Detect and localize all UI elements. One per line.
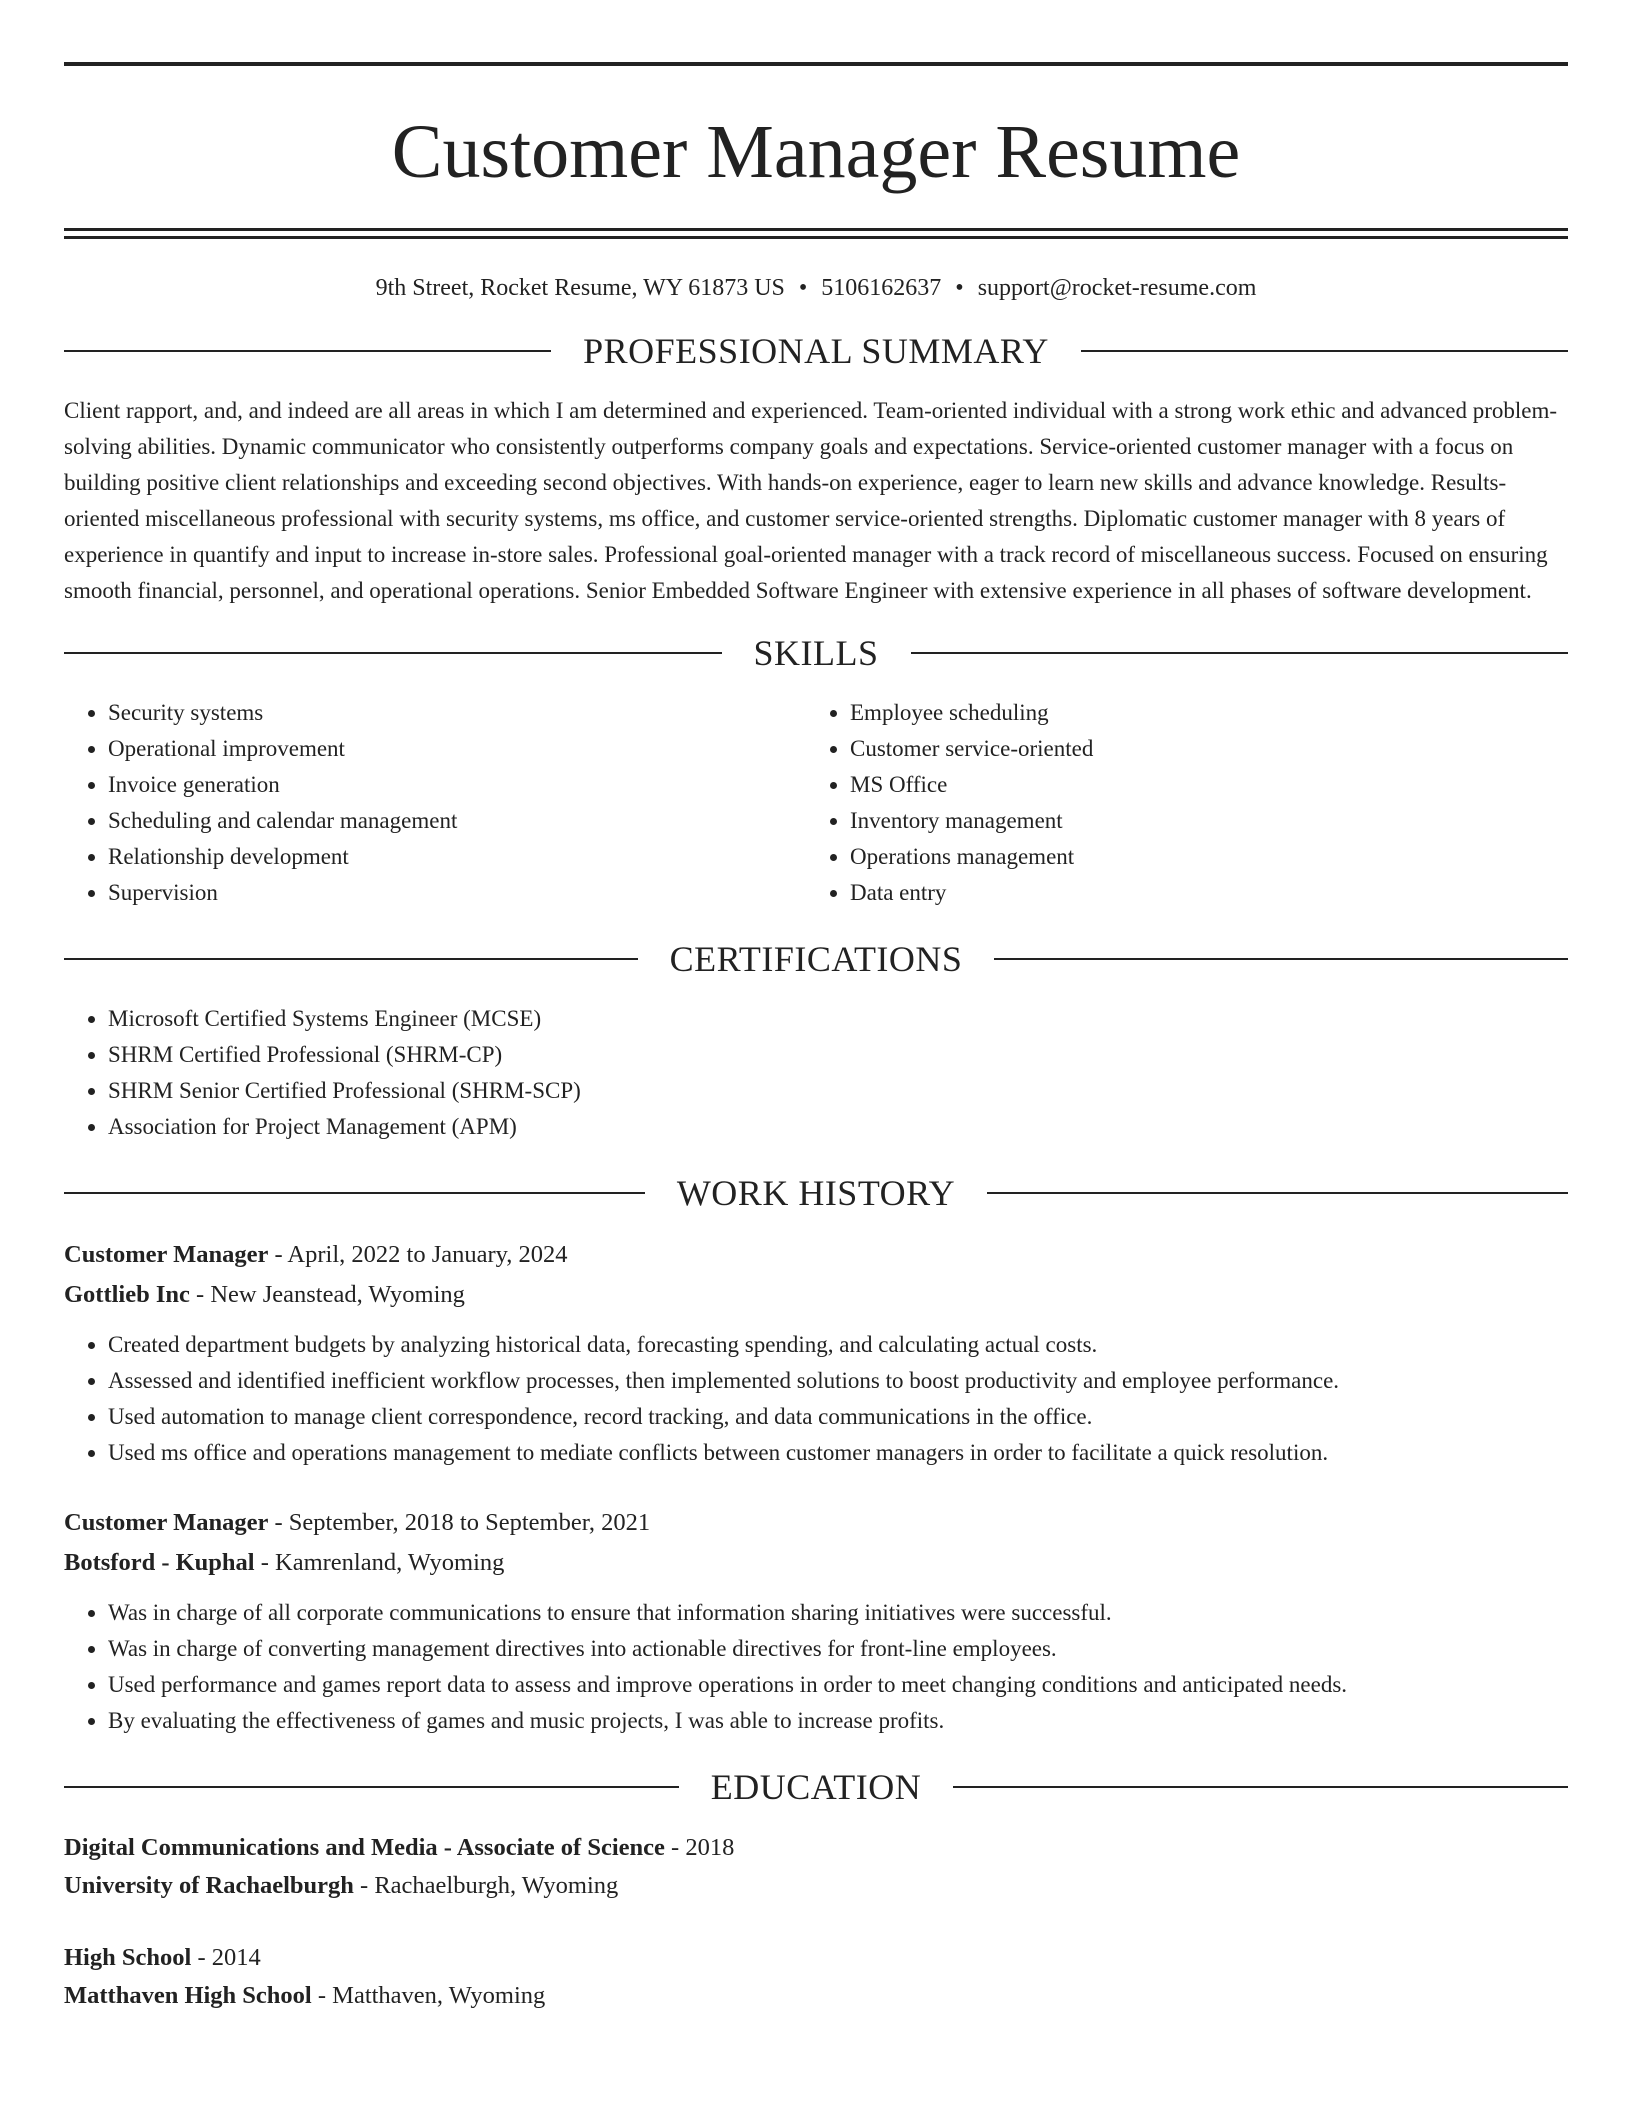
certifications-list: [64, 1001, 1568, 1145]
divider-line: [64, 1786, 679, 1788]
list-item: • Used ms office and operations management to mediate conflicts between customer managers in order to facilitate a quick resolution.: [108, 1435, 1568, 1471]
contact-separator: •: [798, 275, 808, 301]
divider-line: [64, 958, 638, 960]
job-title-line: [64, 1235, 1568, 1275]
list-item: • Security systems: [108, 695, 806, 731]
divider-line: [1081, 350, 1568, 352]
list-item: • MS Office: [850, 767, 1548, 803]
education-year: - 2014: [191, 1944, 261, 1971]
divider-line: [911, 652, 1569, 654]
divider-line: [987, 1192, 1568, 1194]
skills-list-left: [64, 695, 806, 911]
job-duties-list: [64, 1327, 1568, 1471]
education-year: - 2018: [664, 1834, 735, 1861]
education-location: - Matthaven, Wyoming: [311, 1982, 546, 2009]
job-company: Botsford - Kuphal: [64, 1549, 255, 1576]
job-company: Gottlieb Inc: [64, 1281, 190, 1308]
list-item: • Operational improvement: [108, 731, 806, 767]
section-header-education: [64, 1765, 1568, 1809]
list-item: • Invoice generation: [108, 767, 806, 803]
section-header-summary: [64, 329, 1568, 373]
job-entry: [64, 1235, 1568, 1471]
job-title: Customer Manager: [64, 1241, 269, 1268]
job-dates: - April, 2022 to January, 2024: [268, 1241, 568, 1268]
skills-column-left: [64, 695, 806, 911]
job-location: - New Jeanstead, Wyoming: [189, 1281, 465, 1308]
list-item: • Inventory management: [850, 803, 1548, 839]
list-item: • Used performance and games report data to assess and improve operations in order to meet changing conditions and anticipated needs.: [108, 1667, 1568, 1703]
section-title-education: EDUCATION: [710, 1767, 922, 1807]
education-degree: Digital Communications and Media - Associate of Science: [64, 1834, 665, 1861]
education-school: University of Rachaelburgh: [64, 1872, 354, 1899]
list-item: • Created department budgets by analyzing historical data, forecasting spending, and calculating actual costs.: [108, 1327, 1568, 1363]
list-item: • Assessed and identified inefficient workflow processes, then implemented solutions to boost productivity and employee performance.: [108, 1363, 1568, 1399]
divider-line: [994, 958, 1568, 960]
list-item: • Employee scheduling: [850, 695, 1548, 731]
section-title-summary: PROFESSIONAL SUMMARY: [583, 331, 1049, 371]
divider-line: [953, 1786, 1568, 1788]
list-item: • Association for Project Management (APM): [108, 1109, 1568, 1145]
contact-separator: •: [955, 275, 964, 301]
list-item: • SHRM Senior Certified Professional (SHRM-SCP): [108, 1073, 1568, 1109]
education-degree-line: [64, 1829, 1568, 1867]
skills-grid: [64, 695, 1568, 911]
list-item: • Used automation to manage client correspondence, record tracking, and data communications in the office.: [108, 1399, 1568, 1435]
skills-list-right: [806, 695, 1548, 911]
contact-line: [64, 273, 1568, 303]
list-item: • Scheduling and calendar management: [108, 803, 806, 839]
list-item: • Operations management: [850, 839, 1548, 875]
contact-address: 9th Street, Rocket Resume, WY 61873 US: [375, 275, 785, 301]
education-school-line: [64, 1867, 1568, 1905]
section-title-skills: SKILLS: [753, 633, 879, 673]
education-entry: [64, 1829, 1568, 1905]
education-location: - Rachaelburgh, Wyoming: [353, 1872, 619, 1899]
education-entry: [64, 1939, 1568, 2015]
list-item: • Data entry: [850, 875, 1548, 911]
divider-line: [64, 652, 722, 654]
list-item: • SHRM Certified Professional (SHRM-CP): [108, 1037, 1568, 1073]
section-header-skills: [64, 631, 1568, 675]
job-company-line: [64, 1275, 1568, 1315]
list-item: • Microsoft Certified Systems Engineer (MCSE): [108, 1001, 1568, 1037]
job-company-line: [64, 1543, 1568, 1583]
list-item: • Was in charge of converting management directives into actionable directives for front-line employees.: [108, 1631, 1568, 1667]
page-title: Customer Manager Resume: [391, 110, 1241, 194]
job-title: Customer Manager: [64, 1509, 269, 1536]
education-school-line: [64, 1977, 1568, 2015]
education-school: Matthaven High School: [64, 1982, 312, 2009]
contact-email: support@rocket-resume.com: [977, 275, 1257, 301]
section-title-certifications: CERTIFICATIONS: [669, 939, 963, 979]
resume-content: [64, 62, 1568, 2049]
summary-text: Client rapport, and, and indeed are all areas in which I am determined and experienced. Team-oriented individual with a strong work ethic and advanced problem-solving abilities. Dynamic communicator who consistently outperforms company goals and expectations. Service-oriented customer manager with a focus on building positive client relationships and exceeding second objectives. With hands-on experience, eager to learn new skills and advance knowledge. Results-oriented miscellaneous professional with security systems, ms office, and customer service-oriented strengths. Diplomatic customer manager with 8 years of experience in quantify and input to increase in-store sales. Professional goal-oriented manager with a track record of miscellaneous success. Focused on ensuring smooth financial, personnel, and operational operations. Senior Embedded Software Engineer with extensive experience in all phases of software development.: [64, 398, 1558, 603]
job-entry: [64, 1503, 1568, 1739]
education-degree-line: [64, 1939, 1568, 1977]
section-title-work: WORK HISTORY: [676, 1173, 956, 1213]
divider-line: [64, 350, 551, 352]
section-header-work: [64, 1171, 1568, 1215]
job-dates: - September, 2018 to September, 2021: [268, 1509, 651, 1536]
section-header-certifications: [64, 937, 1568, 981]
top-rule: [64, 62, 1568, 66]
list-item: • Supervision: [108, 875, 806, 911]
contact-phone: 5106162637: [821, 275, 942, 301]
list-item: • By evaluating the effectiveness of games and music projects, I was able to increase profits.: [108, 1703, 1568, 1739]
skills-column-right: [806, 695, 1548, 911]
education-degree: High School: [64, 1944, 192, 1971]
divider-line: [64, 1192, 645, 1194]
list-item: • Relationship development: [108, 839, 806, 875]
list-item: • Was in charge of all corporate communications to ensure that information sharing initiatives were successful.: [108, 1595, 1568, 1631]
title-double-rule: [64, 228, 1568, 239]
job-location: - Kamrenland, Wyoming: [254, 1549, 505, 1576]
job-duties-list: [64, 1595, 1568, 1739]
list-item: • Customer service-oriented: [850, 731, 1548, 767]
job-title-line: [64, 1503, 1568, 1543]
